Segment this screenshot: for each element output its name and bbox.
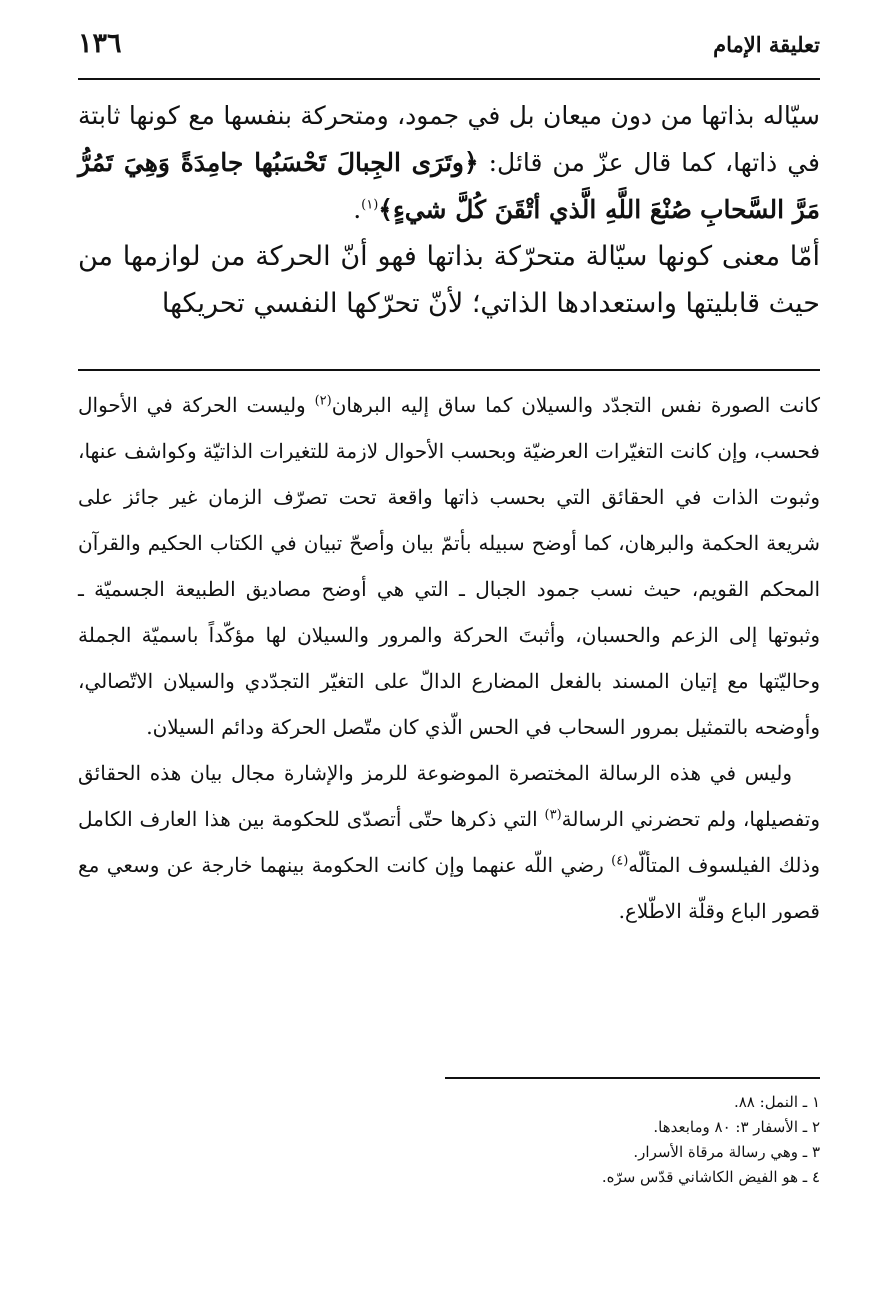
commentary-paragraph-1 [78,382,820,750]
continued-text-block [78,92,820,327]
quran-quote-part-1: ﴿وتَرَى الجِبالَ تَحْسَبُها جامِدَةً وَهِيَ تَمُرُّ مَرَّ السَّحابِ [78,148,820,224]
header-rule [78,78,820,80]
footnote-rule [445,1077,820,1079]
line-1: سيّاله بذاتها من دون ميعان بل في جمود، ومتحركة بنفسها مع كونها ثابتة [78,101,820,130]
running-header [78,28,820,68]
footnote-2: ٢ ـ الأسفار ٣: ٨٠ ومابعدها. [653,1118,820,1136]
paragraph-2-line-2: من حيث قابليتها واستعدادها الذاتي؛ لأنّ تحرّكها النفسي تحريكها [78,241,820,319]
footnote-marker-2: (٢) [314,393,332,409]
page-number: ١٣٦ [78,28,122,59]
paragraph-2-line-1: أمّا معنى كونها سيّالة متحرّكة بذاتها فهو أنّ الحركة من لوازمها [122,241,820,272]
paragraph-2 [78,233,820,327]
commentary-p1-a: كانت الصورة نفس التجدّد والسيلان كما ساق إليه البرهان [331,393,821,417]
paragraph-1 [78,92,820,233]
footnote-marker-3: (٣) [544,807,562,823]
commentary-p2-b: التي ذكرها حتّى أتصدّى للحكومة بين هذا العارف الكامل وذلك الفيلسوف المتألّه [78,807,820,877]
commentary-divider [78,369,820,371]
footnote-3: ٣ ـ وهي رسالة مرقاة الأسرار. [633,1143,820,1161]
line-2-start: في ذاتها، كما قال عزّ من قائل: [488,148,821,177]
quran-quote-part-2: صُنْعَ اللَّهِ الَّذي أتْقَنَ كُلَّ شيءٍ﴾ [378,195,692,224]
footnote-4: ٤ ـ هو الفيض الكاشاني قدّس سرّه. [601,1168,820,1186]
running-title: تعليقة الإمام [713,32,820,57]
footnote-marker-1: (١) [361,197,379,213]
footnote-marker-4: (٤) [611,853,629,869]
sentence-end: . [353,195,362,224]
commentary-p2-c: رضي اللّه عنهما وإن كانت الحكومة بينهما خارجة عن وسعي مع قصور الباع وقلّة الاطّلاع. [78,853,820,923]
footnotes [78,1090,820,1190]
commentary-paragraph-2 [78,750,820,934]
commentary-text-block [78,382,820,934]
commentary-p2-a: وليس في هذه الرسالة المختصرة الموضوعة للرمز والإشارة مجال بيان هذه الحقائق وتفصيلها، ولم تحضرني الرسالة [78,761,820,831]
footnote-1: ١ ـ النمل: ٨٨. [733,1093,820,1111]
commentary-p1-b: وليست الحركة في الأحوال فحسب، وإن كانت التغيّرات العرضيّة وبحسب الأحوال لازمة للتغيرات الذاتيّة وكواشف عنها، وثبوت الذات في الحقائق التي بحسب ذاتها واقعة تحت تصرّف الزمان غير جائز على شريعة الحكمة والبرهان، كما أوضح سبيله بأتمّ بيان وأصحّ تبيان في الكتاب الحكيم والقرآن المحكم القويم، حيث نسب جمود الجبال ـ التي هي أوضح مصاديق الطبيعة الجسميّة ـ وثبوتها إلى الزعم والحسبان، وأثبتَ الحركة والمرور والسيلان لها مؤكّداً باسميّة الجملة وحاليّتها مع إتيان المسند بالفعل المضارع الدالّ على التغيّر التجدّدي والسيلان الاتّصالي، وأوضحه بالتمثيل بمرور السحاب في الحس الّذي كان متّصل الحركة ودائم السيلان. [78,393,820,739]
